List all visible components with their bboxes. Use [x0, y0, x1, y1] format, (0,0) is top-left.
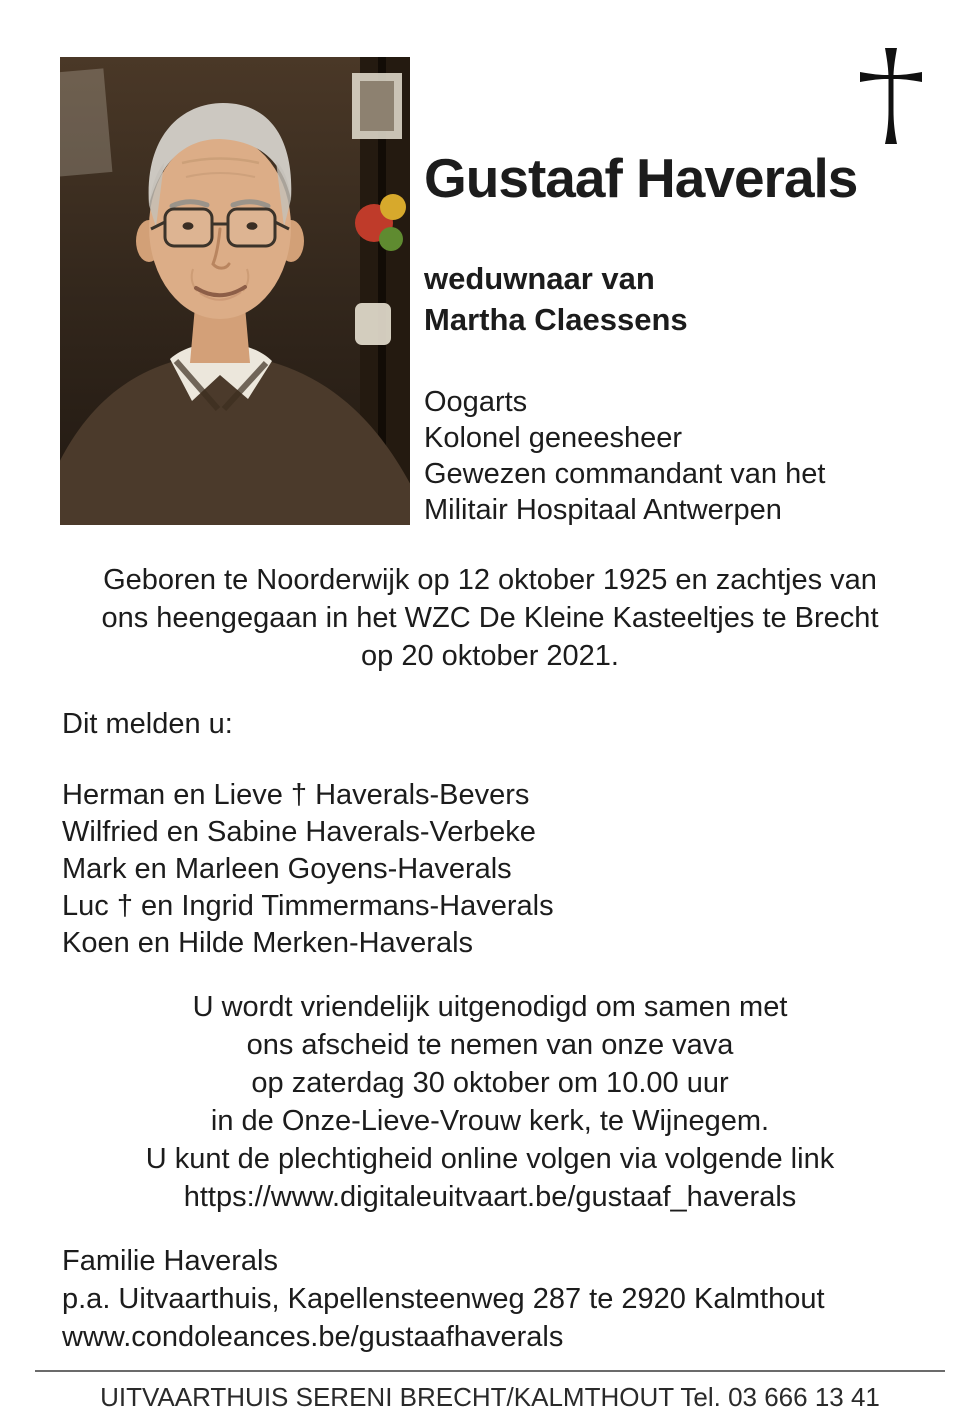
condolence-url: www.condoleances.be/gustaafhaverals	[62, 1321, 564, 1353]
deceased-name: Gustaaf Haverals	[424, 147, 858, 209]
family-line: Luc † en Ingrid Timmermans-Haverals	[62, 890, 554, 922]
portrait-photo	[60, 57, 410, 525]
relation-line: Martha Claessens	[424, 302, 688, 337]
relation-line: weduwnaar van	[424, 261, 655, 296]
family-line: Mark en Marleen Goyens-Haverals	[62, 853, 512, 885]
footer-text: UITVAARTHUIS SERENI BRECHT/KALMTHOUT Tel. 03 666 13 41	[100, 1382, 880, 1412]
contact-line: Familie Haverals	[62, 1245, 278, 1277]
notice-line: Geboren te Noorderwijk op 12 oktober 1925 en zachtjes van	[103, 564, 877, 596]
family-list	[62, 777, 980, 962]
contact-line: p.a. Uitvaarthuis, Kapellensteenweg 287 te 2920 Kalmthout	[62, 1283, 825, 1315]
family-line: Wilfried en Sabine Haverals-Verbeke	[62, 816, 536, 848]
invitation-line: U wordt vriendelijk uitgenodigd om samen met	[192, 991, 788, 1023]
livestream-url: https://www.digitaleuitvaart.be/gustaaf_haverals	[183, 1181, 797, 1213]
title-line: Kolonel geneesheer	[424, 422, 682, 454]
invitation-line: ons afscheid te nemen van onze vava	[246, 1029, 734, 1061]
invitation-block	[0, 988, 980, 1216]
relation-block	[424, 258, 688, 340]
titles-block	[424, 384, 825, 528]
title-line: Militair Hospitaal Antwerpen	[424, 494, 782, 526]
portrait-illustration	[60, 57, 410, 525]
family-line: Koen en Hilde Merken-Haverals	[62, 927, 474, 959]
notice-line: op 20 oktober 2021.	[361, 640, 619, 672]
invitation-line: U kunt de plechtigheid online volgen via volgende link	[145, 1143, 835, 1175]
title-line: Oogarts	[424, 386, 528, 418]
footer-divider	[35, 1370, 945, 1372]
title-line: Gewezen commandant van het	[424, 458, 826, 490]
announcement-label: Dit melden u:	[62, 708, 233, 740]
contact-block	[62, 1242, 980, 1356]
notice-line: ons heengegaan in het WZC De Kleine Kasteeltjes te Brecht	[101, 602, 879, 634]
invitation-line: op zaterdag 30 oktober om 10.00 uur	[251, 1067, 729, 1099]
header-section	[0, 0, 980, 525]
memorial-cross-icon	[860, 48, 922, 144]
birth-death-notice	[0, 561, 980, 675]
invitation-line: in de Onze-Lieve-Vrouw kerk, te Wijnegem.	[210, 1105, 770, 1137]
family-line: Herman en Lieve † Haverals-Bevers	[62, 779, 530, 811]
